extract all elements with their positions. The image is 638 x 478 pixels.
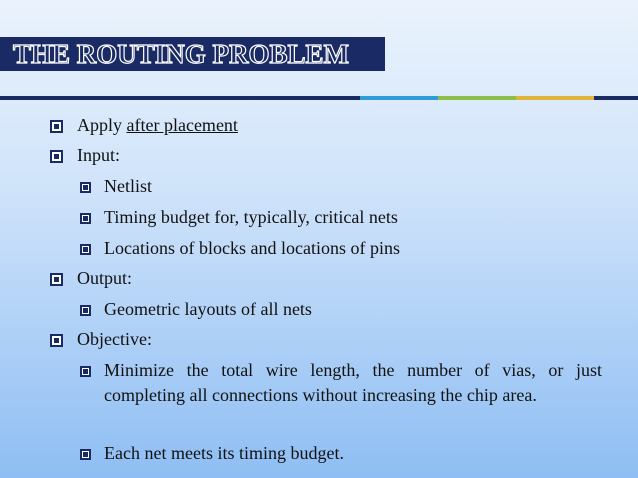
square-bullet-icon — [50, 120, 63, 133]
square-bullet-icon — [80, 305, 91, 316]
after-placement-link[interactable]: after placement — [126, 115, 238, 135]
bullet-input — [50, 143, 610, 168]
bullet-text: Apply — [77, 115, 127, 135]
sub-bullet-minimize — [80, 358, 602, 408]
bullet-text: Netlist — [104, 176, 152, 196]
accent-rule — [0, 96, 638, 100]
bullet-objective — [50, 327, 610, 352]
sub-bullet-locations — [80, 236, 602, 261]
sub-bullet-timing-budget — [80, 205, 602, 230]
accent-rule-navy — [0, 96, 360, 100]
bullet-text: Geometric layouts of all nets — [104, 299, 312, 319]
square-bullet-icon — [80, 366, 91, 377]
sub-bullet-netlist — [80, 174, 602, 199]
accent-rule-navy-end — [594, 96, 638, 100]
bullet-text: Input: — [77, 145, 120, 165]
bullet-text: Minimize the total wire length, the number of vias, or just completing all connections without increasing the chip area. — [104, 360, 602, 405]
square-bullet-icon — [80, 244, 91, 255]
sub-bullet-geometric-layouts — [80, 297, 602, 322]
accent-rule-blue — [360, 96, 438, 100]
bullet-text: Each net meets its timing budget. — [104, 443, 344, 463]
accent-rule-gold — [516, 96, 594, 100]
sub-bullet-timing-met — [80, 441, 602, 466]
bullet-apply — [50, 113, 610, 138]
bullet-text: Locations of blocks and locations of pins — [104, 238, 400, 258]
bullet-text: Timing budget for, typically, critical nets — [104, 207, 398, 227]
accent-rule-green — [438, 96, 516, 100]
bullet-output — [50, 266, 610, 291]
bullet-text: Output: — [77, 268, 133, 288]
square-bullet-icon — [80, 182, 91, 193]
bullet-text: Objective: — [77, 329, 152, 349]
square-bullet-icon — [80, 213, 91, 224]
square-bullet-icon — [80, 449, 91, 460]
square-bullet-icon — [50, 273, 63, 286]
square-bullet-icon — [50, 334, 63, 347]
slide-title: THE ROUTING PROBLEM — [13, 39, 350, 69]
square-bullet-icon — [50, 150, 63, 163]
